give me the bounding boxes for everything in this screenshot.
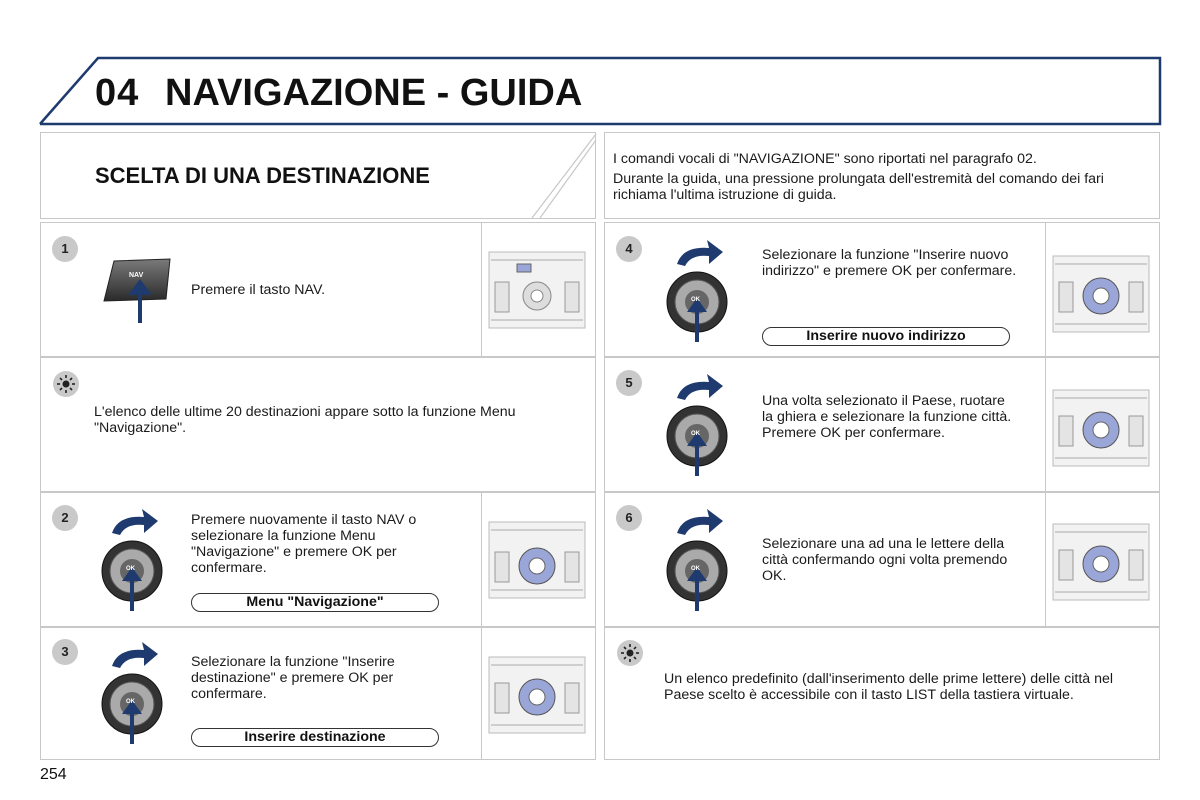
chapter-title: NAVIGAZIONE - GUIDA	[165, 72, 583, 114]
intro-line-1: I comandi vocali di "NAVIGAZIONE" sono riportati nel paragrafo 02.	[613, 151, 1037, 167]
console-thumbnail	[1051, 388, 1151, 468]
tip-2-text: Un elenco predefinito (dall'inserimento delle prime lettere) delle città nel Paese scelto è accessibile con il tasto LIST della tastiera virtuale.	[664, 671, 1114, 703]
step-2-text: Premere nuovamente il tasto NAV o selezionare la funzione Menu "Navigazione" e premere OK per confermare.	[191, 512, 417, 576]
section-corner-fold	[530, 132, 600, 222]
step-4-text: Selezionare la funzione "Inserire nuovo indirizzo" e premere OK per confermare.	[762, 247, 1017, 279]
console-thumbnail	[1051, 522, 1151, 602]
step-badge: 4	[616, 236, 642, 262]
chapter-header-frame	[0, 0, 1200, 140]
step-badge: 2	[52, 505, 78, 531]
step-badge: 6	[616, 505, 642, 531]
chapter-number: 04	[95, 72, 140, 114]
rotary-knob-icon	[100, 505, 170, 615]
rotary-knob-icon	[100, 638, 170, 748]
nav-key-icon	[100, 255, 180, 325]
lightbulb-icon	[52, 370, 80, 398]
rotary-knob-icon	[665, 370, 735, 480]
console-thumbnail	[1051, 254, 1151, 334]
step-6-text: Selezionare una ad una le lettere della città confermando ogni volta premendo OK.	[762, 536, 1008, 584]
knob-ok-label: OK	[691, 566, 700, 572]
section-title: SCELTA DI UNA DESTINAZIONE	[95, 163, 430, 188]
lightbulb-icon	[616, 639, 644, 667]
step-badge: 3	[52, 639, 78, 665]
knob-ok-label: OK	[691, 297, 700, 303]
inserire-nuovo-indirizzo-button[interactable]: Inserire nuovo indirizzo	[762, 327, 1010, 346]
menu-navigazione-button[interactable]: Menu "Navigazione"	[191, 593, 439, 612]
knob-ok-label: OK	[126, 699, 135, 705]
knob-ok-label: OK	[126, 566, 135, 572]
step-3-text: Selezionare la funzione "Inserire destinazione" e premere OK per confermare.	[191, 654, 395, 702]
knob-ok-label: OK	[691, 431, 700, 437]
rotary-knob-icon	[665, 236, 735, 346]
nav-key-label: NAV	[129, 272, 144, 279]
intro-line-2: Durante la guida, una pressione prolungata dell'estremità del comando dei fari richiama l'ultima istruzione di guida.	[613, 171, 1104, 203]
console-thumbnail	[487, 250, 587, 330]
step-badge: 5	[616, 370, 642, 396]
console-thumbnail	[487, 655, 587, 735]
rotary-knob-icon	[665, 505, 735, 615]
console-thumbnail	[487, 520, 587, 600]
page-number: 254	[40, 766, 67, 783]
tip-1-text: L'elenco delle ultime 20 destinazioni appare sotto la funzione Menu "Navigazione".	[94, 404, 516, 436]
inserire-destinazione-button[interactable]: Inserire destinazione	[191, 728, 439, 747]
step-5-text: Una volta selezionato il Paese, ruotare la ghiera e selezionare la funzione città. Premere OK per confermare.	[762, 393, 1012, 441]
step-1-text: Premere il tasto NAV.	[191, 282, 326, 298]
step-badge: 1	[52, 236, 78, 262]
